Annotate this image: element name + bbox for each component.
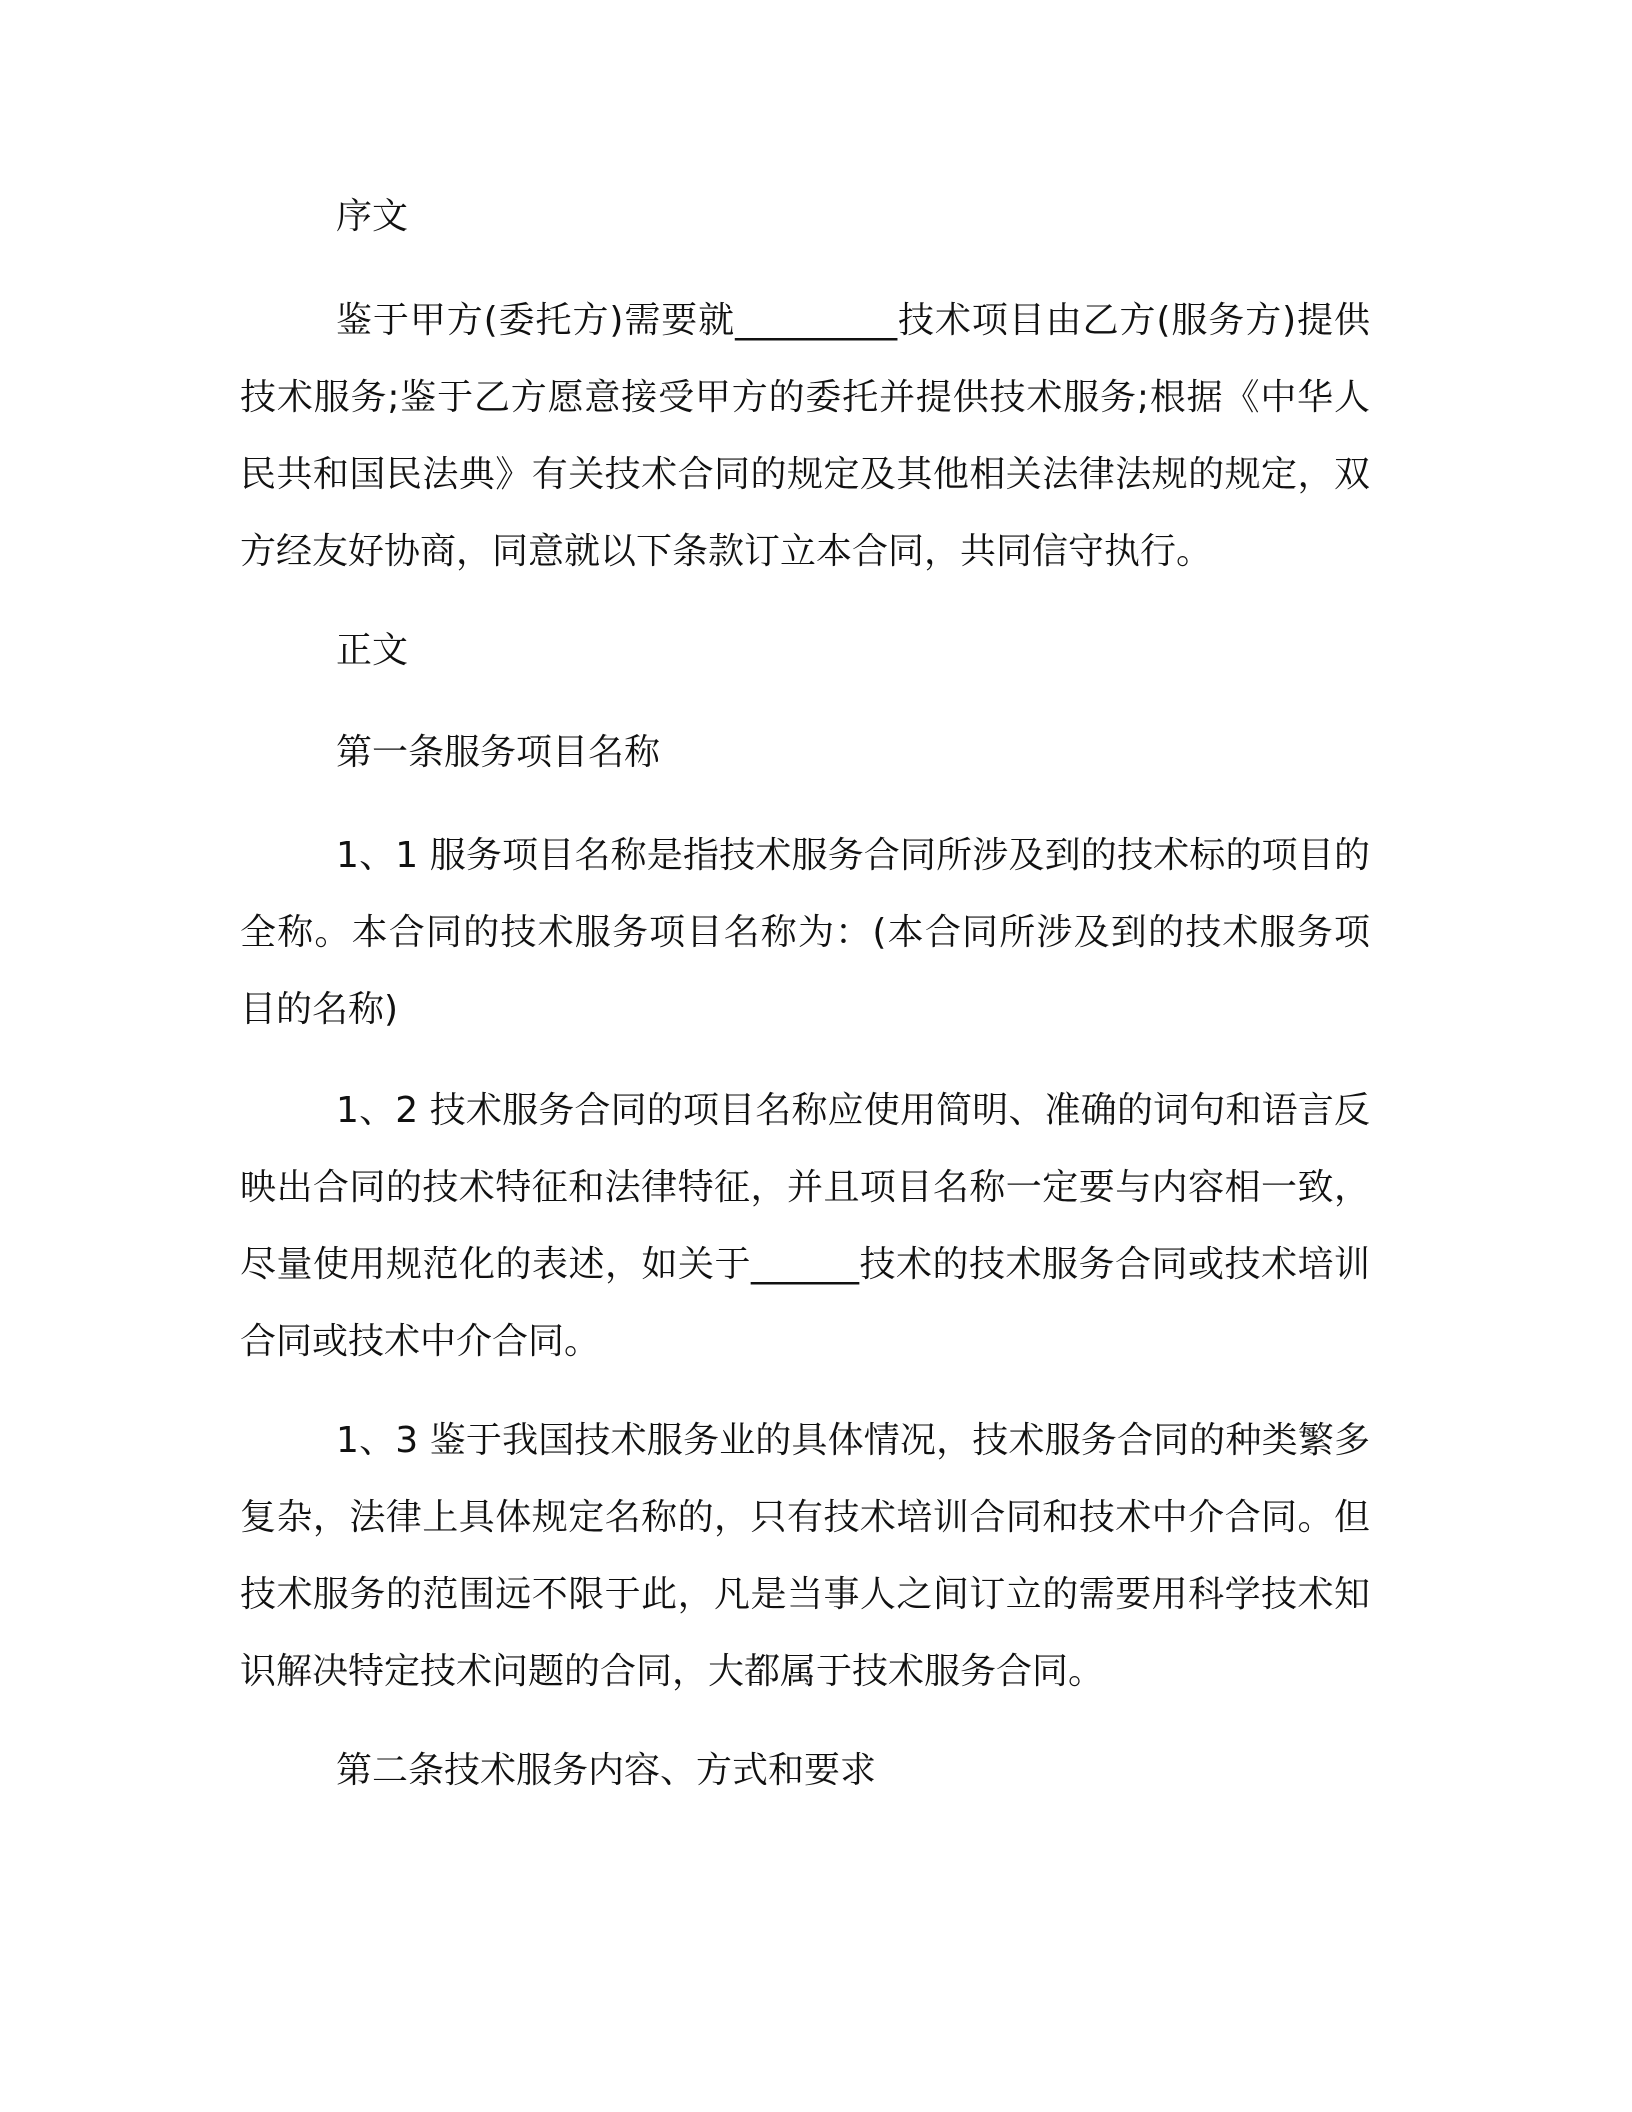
clause-1-2: 1、2 技术服务合同的项目名称应使用简明、准确的词句和语言反映出合同的技术特征和法律特征，并且项目名称一定要与内容相一致，尽量使用规范化的表述，如关于______技术的技术服务合同或技术培训合同或技术中介合同。	[240, 1090, 1370, 1362]
document-page	[240, 0, 1400, 2112]
body-heading: 正文	[336, 630, 409, 671]
article-1-title: 第一条服务项目名称	[336, 732, 661, 773]
clause-1-3: 1、3 鉴于我国技术服务业的具体情况，技术服务合同的种类繁多复杂，法律上具体规定名称的，只有技术培训合同和技术中介合同。但技术服务的范围远不限于此，凡是当事人之间订立的需要用科学技术知识解决特定技术问题的合同，大都属于技术服务合同。	[240, 1420, 1370, 1692]
clause-1-1: 1、1 服务项目名称是指技术服务合同所涉及到的技术标的项目的全称。本合同的技术服务项目名称为：(本合同所涉及到的技术服务项目的名称)	[240, 835, 1370, 1030]
preface-paragraph: 鉴于甲方(委托方)需要就_________技术项目由乙方(服务方)提供技术服务;鉴于乙方愿意接受甲方的委托并提供技术服务;根据《中华人民共和国民法典》有关技术合同的规定及其他相关法律法规的规定，双方经友好协商，同意就以下条款订立本合同，共同信守执行。	[240, 300, 1370, 572]
preface-heading: 序文	[336, 196, 409, 237]
article-2-title: 第二条技术服务内容、方式和要求	[336, 1750, 877, 1791]
